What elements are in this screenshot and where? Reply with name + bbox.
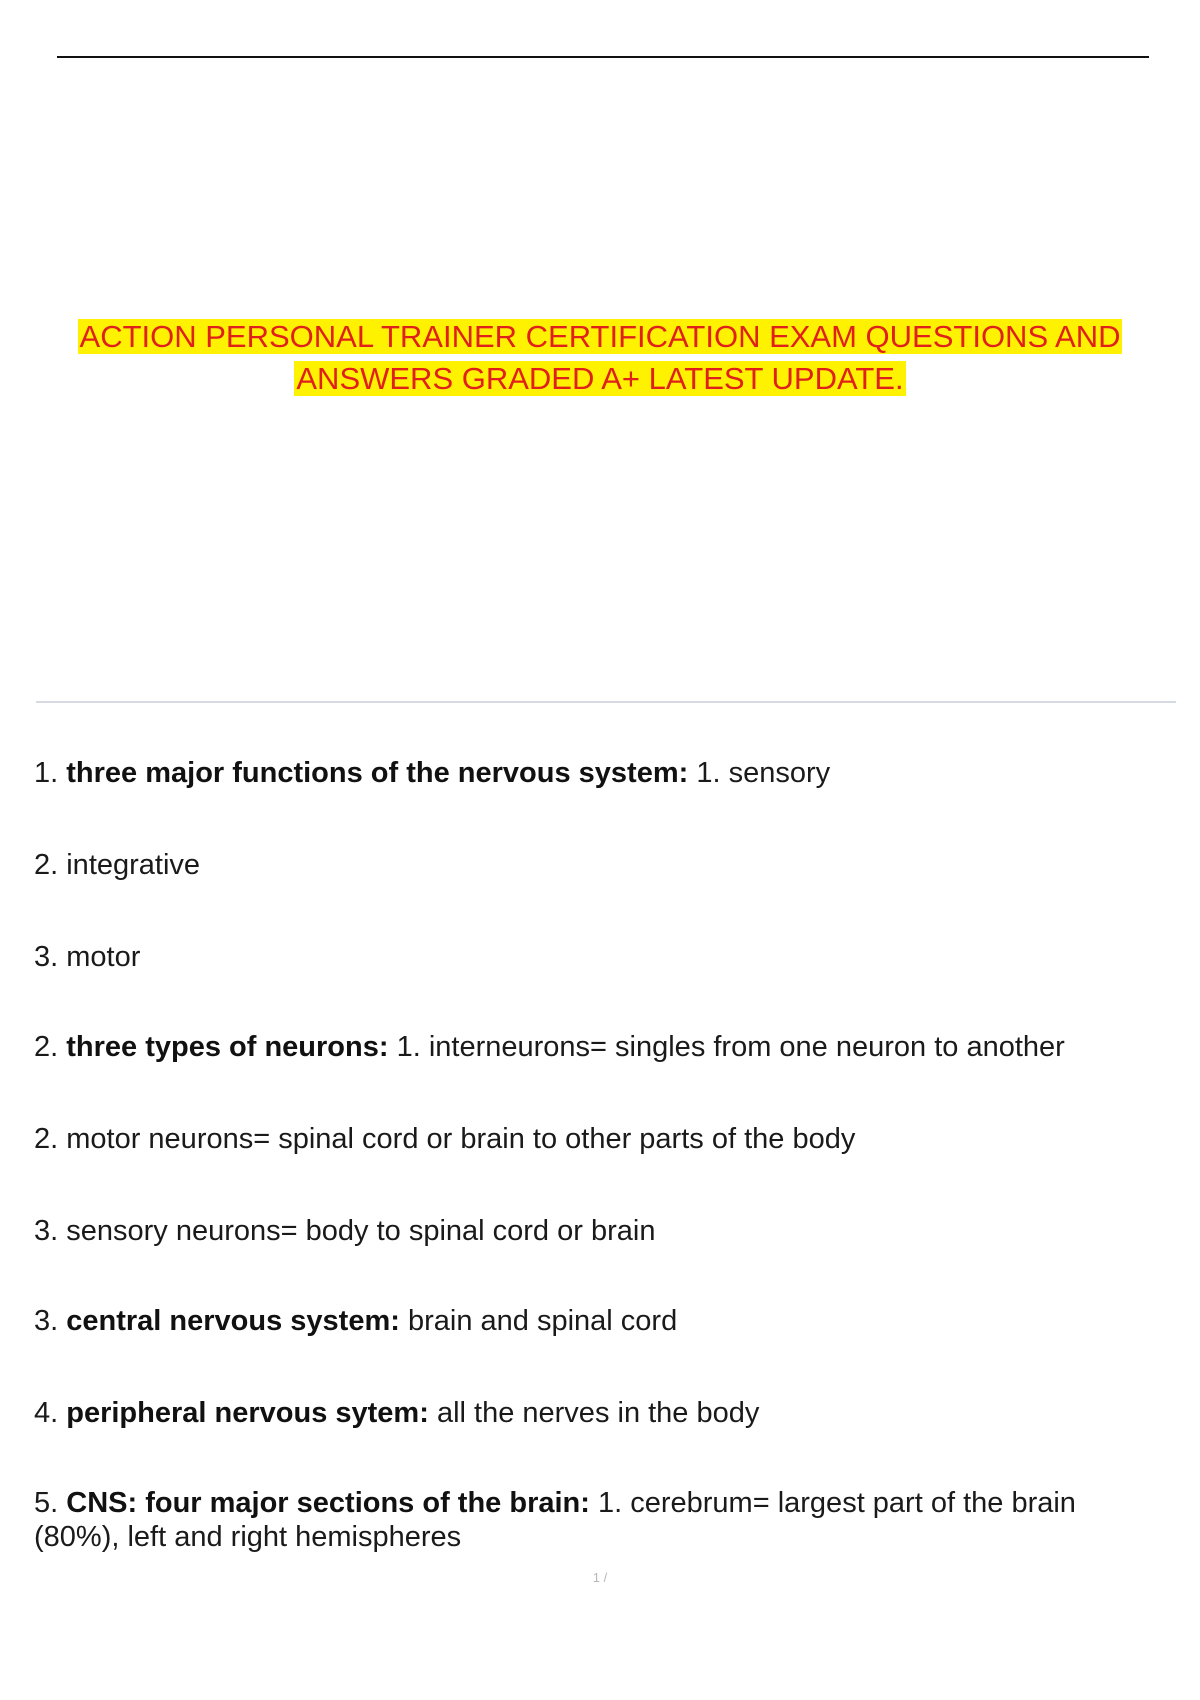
entry-term: peripheral nervous sytem: bbox=[66, 1397, 429, 1429]
answer-line bbox=[34, 940, 1164, 974]
question-4 bbox=[34, 1396, 1164, 1430]
question-2 bbox=[34, 1030, 1164, 1064]
entry-answer: brain and spinal cord bbox=[407, 1305, 678, 1337]
entry-number: 3. bbox=[34, 1305, 59, 1337]
entry-answer: 3. sensory neurons= body to spinal cord or brain bbox=[34, 1215, 656, 1247]
question-1 bbox=[34, 756, 1164, 790]
entry-answer: 3. motor bbox=[34, 941, 141, 973]
document-title bbox=[40, 316, 1160, 400]
entry-number: 4. bbox=[34, 1397, 59, 1429]
entry-term: central nervous system: bbox=[66, 1305, 400, 1337]
title-line-1: ACTION PERSONAL TRAINER CERTIFICATION EXAM QUESTIONS AND bbox=[79, 319, 1121, 354]
question-3 bbox=[34, 1304, 1164, 1338]
answer-line bbox=[34, 848, 1164, 882]
title-line-2: ANSWERS GRADED A+ LATEST UPDATE. bbox=[296, 361, 904, 396]
entry-term: three major functions of the nervous system: bbox=[66, 757, 689, 789]
entry-term: three types of neurons: bbox=[66, 1031, 389, 1063]
entry-answer: 2. motor neurons= spinal cord or brain to other parts of the body bbox=[34, 1123, 856, 1155]
entry-answer: 1. interneurons= singles from one neuron to another bbox=[396, 1031, 1065, 1063]
section-divider bbox=[36, 701, 1176, 703]
entry-answer: 1. cerebrum= largest part of the brain (80%), left and right hemispheres bbox=[34, 1487, 1076, 1553]
entry-answer: 1. sensory bbox=[696, 757, 831, 789]
entry-number: 2. bbox=[34, 1031, 59, 1063]
question-5 bbox=[34, 1486, 1164, 1554]
entry-number: 1. bbox=[34, 757, 59, 789]
entry-answer: 2. integrative bbox=[34, 849, 201, 881]
answer-line bbox=[34, 1214, 1164, 1248]
header-rule bbox=[57, 56, 1149, 58]
answer-line bbox=[34, 1122, 1164, 1156]
entry-term: CNS: four major sections of the brain: bbox=[66, 1487, 590, 1519]
entry-answer: all the nerves in the body bbox=[436, 1397, 760, 1429]
entry-number: 5. bbox=[34, 1487, 59, 1519]
page-number: 1 / bbox=[592, 1570, 608, 1585]
